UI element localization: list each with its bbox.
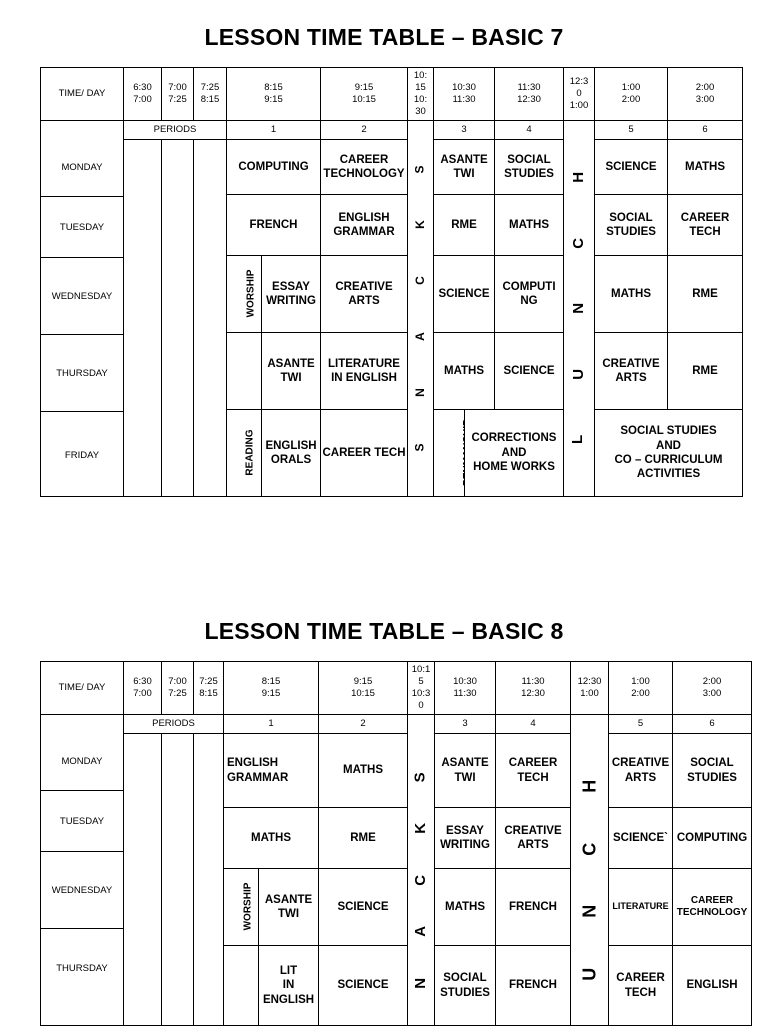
time-slot: 11:30 12:30 bbox=[496, 662, 571, 715]
period-number: 5 bbox=[595, 121, 668, 140]
lesson-cell: ESSAY WRITING bbox=[435, 808, 496, 869]
lesson-cell: SCIENCE` bbox=[609, 808, 673, 869]
header-row bbox=[41, 662, 752, 715]
lesson-cell: SOCIAL STUDIES AND CO – CURRICULUM ACTIVITIES bbox=[595, 410, 743, 497]
period-number: 2 bbox=[321, 121, 408, 140]
lesson-cell: FRENCH bbox=[496, 946, 571, 1026]
period-number: 3 bbox=[434, 121, 495, 140]
lesson-cell: ENGLISH ORALS bbox=[262, 410, 321, 497]
period-number: 5 bbox=[609, 715, 673, 734]
lesson-cell: MATHS bbox=[595, 256, 668, 333]
snack-letter: A bbox=[412, 331, 427, 341]
time-slot-lunch: 12:30 1:00 bbox=[571, 662, 609, 715]
lesson-cell: COMPUTING bbox=[227, 140, 321, 195]
lesson-cell: CAREER TECH bbox=[668, 195, 743, 256]
worship-cell: WORSHIP bbox=[227, 256, 262, 333]
time-slot-snack: 10:1 5 10:3 0 bbox=[408, 662, 435, 715]
time-slot: 8:15 9:15 bbox=[224, 662, 319, 715]
physical-education-cell bbox=[224, 946, 259, 1026]
snack-letter: N bbox=[411, 977, 429, 989]
lesson-cell: SOCIAL STUDIES bbox=[673, 734, 752, 808]
lesson-cell: CAREER TECHNOLOGY bbox=[673, 869, 752, 946]
snack-letter: S bbox=[412, 443, 427, 452]
snacks-column bbox=[408, 121, 434, 497]
time-slot: 9:15 10:15 bbox=[321, 68, 408, 121]
lunch-letter: U bbox=[569, 368, 587, 380]
lesson-cell: CREATIVE ARTS bbox=[321, 256, 408, 333]
lesson-cell: CREATIVE ARTS bbox=[496, 808, 571, 869]
lunch-letter: H bbox=[569, 171, 587, 183]
page-title-basic7: LESSON TIME TABLE – BASIC 7 bbox=[204, 24, 564, 50]
snack-letter: A bbox=[411, 926, 429, 937]
period-number: 6 bbox=[673, 715, 752, 734]
lesson-cell: SCIENCE bbox=[434, 256, 495, 333]
time-slot: 10:30 11:30 bbox=[435, 662, 496, 715]
lesson-cell: MATHS bbox=[668, 140, 743, 195]
lesson-cell: RME bbox=[319, 808, 408, 869]
lesson-cell: SCIENCE bbox=[319, 869, 408, 946]
lesson-cell: MATHS bbox=[319, 734, 408, 808]
day-label: MONDAY bbox=[61, 162, 103, 173]
period-number: 4 bbox=[495, 121, 564, 140]
day-label: WEDNESDAY bbox=[40, 851, 124, 929]
page-title-basic8: LESSON TIME TABLE – BASIC 8 bbox=[204, 618, 564, 644]
time-slot-snack: 10: 15 10: 30 bbox=[408, 68, 434, 121]
lunch-letter: U bbox=[579, 967, 600, 981]
snack-letter: C bbox=[412, 276, 427, 285]
day-label: MONDAY bbox=[61, 756, 103, 767]
lesson-cell: ENGLISH GRAMMAR bbox=[321, 195, 408, 256]
sectional-activities-column bbox=[124, 140, 162, 497]
lesson-cell: MATHS bbox=[495, 195, 564, 256]
lesson-cell: ESSAY WRITING bbox=[262, 256, 321, 333]
time-slot: 6:30 7:00 bbox=[124, 662, 162, 715]
snack-letter: K bbox=[412, 220, 427, 230]
period-number: 4 bbox=[496, 715, 571, 734]
lesson-cell: MATHS bbox=[435, 869, 496, 946]
day-label: THURSDAY bbox=[40, 928, 124, 1007]
lesson-cell: CAREER TECH bbox=[321, 410, 408, 497]
time-slot: 10:30 11:30 bbox=[434, 68, 495, 121]
time-day-header: TIME/ DAY bbox=[41, 662, 124, 715]
time-slot: 2:00 3:00 bbox=[673, 662, 752, 715]
penmanship-cell: PENMANSHIP bbox=[434, 410, 465, 497]
lesson-cell: ASANTE TWI bbox=[434, 140, 495, 195]
lesson-cell: LITERATURE IN ENGLISH bbox=[321, 333, 408, 410]
time-slot: 6:30 7:00 bbox=[124, 68, 162, 121]
lesson-cell: FRENCH bbox=[496, 869, 571, 946]
lunch-letter: N bbox=[569, 303, 587, 314]
period-number: 1 bbox=[227, 121, 321, 140]
lesson-cell: RME bbox=[668, 333, 743, 410]
time-day-header: TIME/ DAY bbox=[41, 68, 124, 121]
lesson-cell: SCIENCE bbox=[319, 946, 408, 1026]
timetable-basic8 bbox=[40, 661, 752, 1026]
snack-letter: S bbox=[412, 165, 427, 174]
lesson-cell: CAREER TECH bbox=[609, 946, 673, 1026]
day-label: THURSDAY bbox=[40, 334, 124, 412]
lesson-cell: MATHS bbox=[434, 333, 495, 410]
lesson-cell: SOCIAL STUDIES bbox=[495, 140, 564, 195]
timetable-basic7 bbox=[40, 67, 743, 497]
time-slot: 1:00 2:00 bbox=[609, 662, 673, 715]
time-slot: 2:00 3:00 bbox=[668, 68, 743, 121]
silence-hour-column bbox=[162, 140, 194, 497]
period-number: 6 bbox=[668, 121, 743, 140]
time-slot: 1:00 2:00 bbox=[595, 68, 668, 121]
day-label: FRIDAY bbox=[40, 411, 124, 498]
snack-letter: N bbox=[412, 387, 427, 397]
period-number: 1 bbox=[224, 715, 319, 734]
lunch-column bbox=[571, 715, 609, 1026]
lesson-cell: ENGLISH GRAMMAR bbox=[224, 734, 319, 808]
snack-letter: C bbox=[411, 874, 429, 886]
lesson-cell: SOCIAL STUDIES bbox=[435, 946, 496, 1026]
lesson-cell: FRENCH bbox=[227, 195, 321, 256]
lesson-cell: CORRECTIONS AND HOME WORKS bbox=[465, 410, 564, 497]
header-row bbox=[41, 68, 743, 121]
lesson-cell: MATHS bbox=[224, 808, 319, 869]
registration-column bbox=[194, 734, 224, 1026]
lesson-cell: ASANTE TWI bbox=[259, 869, 319, 946]
silence-hour-column bbox=[162, 734, 194, 1026]
snack-letter: S bbox=[411, 772, 429, 783]
worship-cell: WORSHIP bbox=[224, 869, 259, 946]
periods-row bbox=[41, 715, 752, 734]
lesson-cell: CAREER TECH bbox=[496, 734, 571, 808]
lesson-cell: SOCIAL STUDIES bbox=[595, 195, 668, 256]
time-slot: 7:00 7:25 bbox=[162, 68, 194, 121]
lunch-letter: C bbox=[569, 237, 587, 249]
lunch-letter: C bbox=[579, 842, 600, 856]
lesson-cell: ENGLISH bbox=[673, 946, 752, 1026]
lesson-cell: LITERATURE bbox=[609, 869, 673, 946]
lesson-cell: ASANTE TWI bbox=[262, 333, 321, 410]
lesson-cell: RME bbox=[668, 256, 743, 333]
row-monday bbox=[41, 140, 743, 195]
snack-letter: K bbox=[411, 823, 429, 834]
lesson-cell: RME bbox=[434, 195, 495, 256]
lesson-cell: ASANTE TWI bbox=[435, 734, 496, 808]
lunch-letter: H bbox=[579, 779, 600, 793]
lunch-letter: L bbox=[569, 435, 587, 445]
row-monday bbox=[41, 734, 752, 808]
sectional-activities-column bbox=[124, 734, 162, 1026]
lesson-cell: CREATIVE ARTS bbox=[595, 333, 668, 410]
periods-row bbox=[41, 121, 743, 140]
periods-label: PERIODS bbox=[124, 121, 227, 140]
lunch-column bbox=[564, 121, 595, 497]
time-slot: 7:25 8:15 bbox=[194, 68, 227, 121]
reading-cell: READING bbox=[227, 410, 262, 497]
time-slot: 9:15 10:15 bbox=[319, 662, 408, 715]
period-number: 2 bbox=[319, 715, 408, 734]
day-label: WEDNESDAY bbox=[40, 257, 124, 335]
lesson-cell: COMPUTI NG bbox=[495, 256, 564, 333]
periods-label: PERIODS bbox=[124, 715, 224, 734]
lesson-cell: SCIENCE bbox=[595, 140, 668, 195]
time-slot: 8:15 9:15 bbox=[227, 68, 321, 121]
lesson-cell: LIT IN ENGLISH bbox=[259, 946, 319, 1026]
time-slot: 11:30 12:30 bbox=[495, 68, 564, 121]
snacks-column bbox=[408, 715, 435, 1026]
time-slot: 7:25 8:15 bbox=[194, 662, 224, 715]
physical-education-cell bbox=[227, 333, 262, 410]
lesson-cell: CAREER TECHNOLOGY bbox=[321, 140, 408, 195]
time-slot-lunch: 12:3 0 1:00 bbox=[564, 68, 595, 121]
time-slot: 7:00 7:25 bbox=[162, 662, 194, 715]
lesson-cell: CREATIVE ARTS bbox=[609, 734, 673, 808]
lunch-letter: N bbox=[579, 904, 600, 918]
day-label: TUESDAY bbox=[40, 790, 124, 852]
lesson-cell: COMPUTING bbox=[673, 808, 752, 869]
period-number: 3 bbox=[435, 715, 496, 734]
day-label: TUESDAY bbox=[40, 196, 124, 258]
lesson-cell: SCIENCE bbox=[495, 333, 564, 410]
registration-column bbox=[194, 140, 227, 497]
